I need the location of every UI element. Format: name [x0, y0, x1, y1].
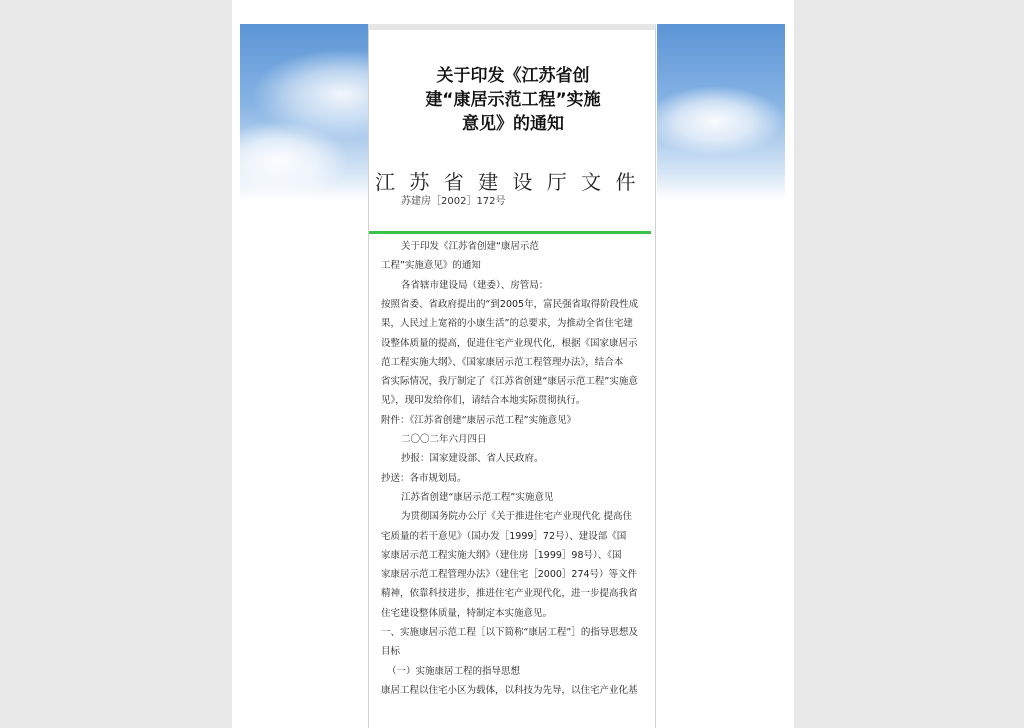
body-line: （一）实施康居工程的指导思想: [387, 665, 521, 677]
body-line: 按照省委、省政府提出的“到2005年，富民强省取得阶段性成: [381, 298, 639, 310]
body-line: 宅质量的若干意见》（国办发［1999］72号）、建设部《国: [381, 530, 627, 542]
body-line: 一、实施康居示范工程［以下简称“康居工程”］的指导思想及: [381, 627, 638, 638]
sky-banner-right: [657, 24, 785, 200]
body-line: 江苏省创建“康居示范工程”实施意见: [401, 491, 554, 503]
body-line: 范工程实施大纲》、《国家康居示范工程管理办法》，结合本: [381, 356, 624, 368]
body-line: 各省辖市建设局（建委）、房管局：: [401, 279, 549, 291]
document-column: [368, 24, 656, 728]
body-line: 附件：《江苏省创建“康居示范工程”实施意见》: [381, 414, 577, 426]
body-line: 家康居示范工程实施大纲》（建住房［1999］98号）、《国: [381, 549, 622, 561]
body-line: 设整体质量的提高，促进住宅产业现代化，根据《国家康居示: [381, 337, 638, 349]
body-line: 省实际情况，我厅制定了《江苏省创建“康居示范工程”实施意: [381, 376, 638, 388]
body-line: 二〇〇二年六月四日: [401, 434, 487, 445]
sky-banner-left: [240, 24, 368, 200]
title-line-3: 意见》的通知: [462, 114, 564, 134]
body-line: 家康居示范工程管理办法》（建住宅［2000］274号）等文件: [381, 569, 638, 581]
body-line: 精神，依靠科技进步，推进住宅产业现代化，进一步提高我省: [381, 588, 638, 600]
issuer-header: 江 苏 省 建 设 厅 文 件: [375, 170, 640, 194]
body-line: 果，人民过上宽裕的小康生活”的总要求，为推动全省住宅建: [381, 318, 633, 330]
body-line: 为贯彻国务院办公厅《关于推进住宅产业现代化 提高住: [401, 511, 633, 523]
body-line: 工程”实施意见》的通知: [381, 260, 481, 272]
body-line: 关于印发《江苏省创建“康居示范: [401, 241, 539, 252]
body-line: 康居工程以住宅小区为载体，以科技为先导，以住宅产业化基: [381, 684, 638, 696]
divider: [369, 231, 651, 234]
page-title: [369, 64, 657, 136]
title-line-1: 关于印发《江苏省创: [436, 66, 590, 86]
body-line: 抄报：国家建设部、省人民政府。: [401, 453, 544, 465]
document-number: 苏建房［2002］172号: [401, 196, 506, 207]
title-line-2: 建“康居示范工程”实施: [425, 90, 601, 110]
body-line: 抄送：各市规划局。: [381, 472, 467, 484]
body-line: 住宅建设整体质量，特制定本实施意见。: [381, 607, 553, 619]
body-line: 见》，现印发给你们，请结合本地实际贯彻执行。: [381, 395, 586, 407]
body-line: 目标: [381, 646, 401, 658]
